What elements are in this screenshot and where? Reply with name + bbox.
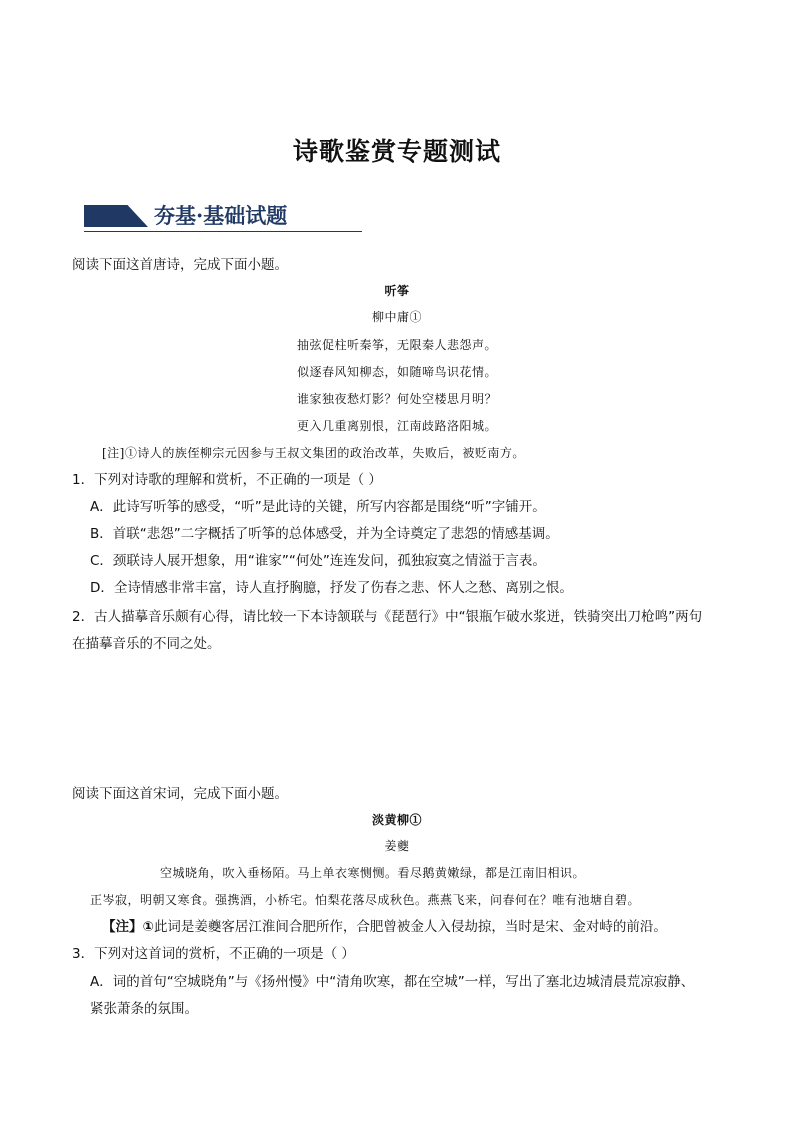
poem2-note [102,918,667,936]
poem1-note: [注]①诗人的族侄柳宗元因参与王叔文集团的政治改革，失败后，被贬南方。 [102,446,525,460]
part1-intro: 阅读下面这首唐诗，完成下面小题。 [72,257,288,273]
poem1-line-1: 抽弦促柱听秦筝，无限秦人悲怨声。 [296,338,497,352]
q3-option-a-line-2: 紧张萧条的氛围。 [90,1001,198,1017]
page-title: 诗歌鉴赏专题测试 [292,137,501,166]
q1-option-d: D．全诗情感非常丰富，诗人直抒胸臆，抒发了伤春之悲、怀人之愁、离别之恨。 [90,580,573,596]
question-2-line-1: 2．古人描摹音乐颇有心得，请比较一下本诗颔联与《琵琶行》中“银瓶乍破水浆迸，铁骑突出刀枪鸣”两句 [72,609,703,625]
section-heading: 夯基·基础试题 [154,203,288,228]
poem2-line-1: 空城晓角，吹入垂杨陌。马上单衣寒恻恻。看尽鹅黄嫩绿，都是江南旧相识。 [160,866,586,880]
q3-option-a-line-1: A．词的首句“空城晓角”与《扬州慢》中“清角吹寒，都在空城”一样，写出了塞北边城清晨荒凉寂静、 [90,974,695,990]
q1-option-a: A．此诗写听筝的感受，“听”是此诗的关键，所写内容都是围绕“听”字铺开。 [90,499,546,515]
question-2-line-2: 在描摹音乐的不同之处。 [72,636,221,652]
poem1-author: 柳中庸① [371,310,422,324]
q1-option-c: C．颈联诗人展开想象，用“谁家”“何处”连连发问，孤独寂寞之情溢于言表。 [90,553,546,569]
q1-option-b: B．首联“悲怨”二字概括了听筝的总体感受，并为全诗奠定了悲怨的情感基调。 [90,526,559,542]
poem2-author: 姜夔 [384,839,410,853]
question-3: 3．下列对这首词的赏析，不正确的一项是（ ） [72,946,355,962]
poem1-line-2: 似逐春风知柳态，如随啼鸟识花情。 [296,365,497,379]
part2-intro: 阅读下面这首宋词，完成下面小题。 [72,786,288,802]
poem2-line-2: 正岑寂，明朝又寒食。强携酒，小桥宅。怕梨花落尽成秋色。燕燕飞来，问春何在？唯有池塘自碧。 [90,893,641,907]
poem1-title: 听筝 [384,284,410,298]
banner-shape [84,205,148,227]
question-1: 1．下列对诗歌的理解和赏析，不正确的一项是（ ） [72,472,382,488]
poem2-title: 淡黄柳① [371,813,422,827]
banner-underline [84,231,362,232]
poem2-note-text: 此词是姜夔客居江淮间合肥所作，合肥曾被金人入侵劫掠，当时是宋、金对峙的前沿。 [153,919,667,935]
poem1-line-4: 更入几重离别恨，江南歧路洛阳城。 [296,419,497,433]
poem2-note-label: 【注】① [102,919,154,935]
poem1-line-3: 谁家独夜愁灯影？何处空楼思月明？ [296,392,497,406]
section-banner [84,198,364,236]
